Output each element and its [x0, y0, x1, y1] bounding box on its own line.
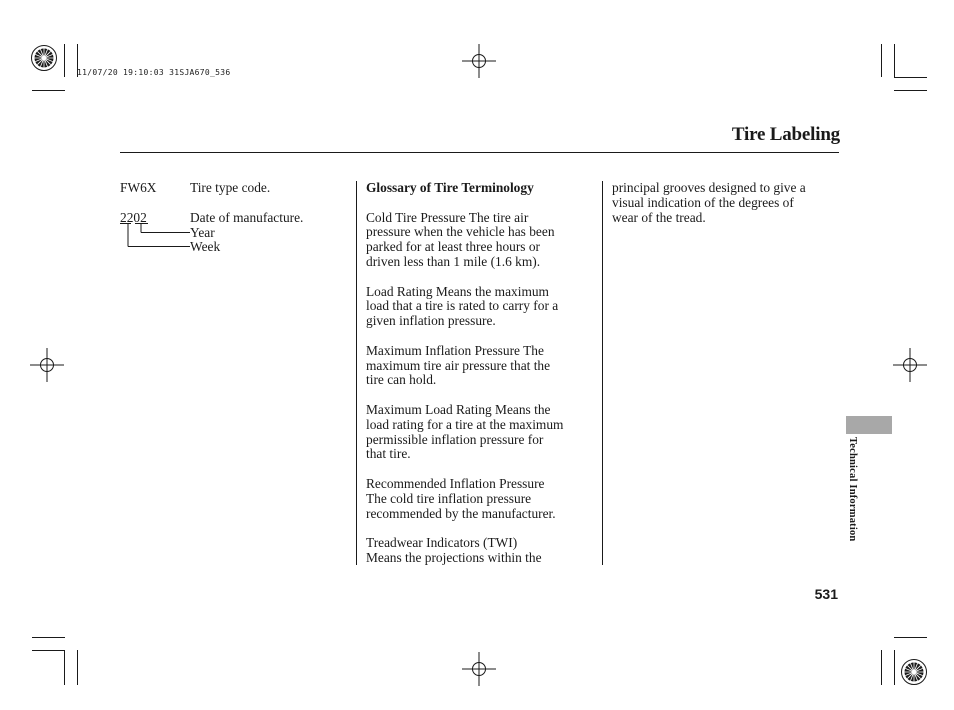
crop-mark-line	[64, 44, 65, 77]
crop-mark-line	[32, 637, 65, 638]
page-title: Tire Labeling	[731, 124, 840, 145]
section-tab-marker	[846, 416, 892, 434]
crop-mark-line	[64, 650, 65, 685]
tire-code: FW6X	[120, 180, 157, 195]
glossary-entry: Load Rating Means the maximum load that a tire is rated to carry for a given inflation pressure.	[366, 283, 559, 329]
crop-mark-line	[894, 637, 927, 638]
crop-mark-line	[894, 650, 895, 685]
year-label: Year	[190, 225, 215, 240]
glossary-entry: Recommended Inflation Pressure The cold tire inflation pressure recommended by the manufacturer.	[366, 475, 556, 521]
glossary-entry: Treadwear Indicators (TWI) Means the projections within the	[366, 535, 542, 565]
registration-crosshair-icon	[462, 44, 496, 78]
glossary-entry: Maximum Inflation Pressure The maximum tire air pressure that the tire can hold.	[366, 342, 551, 388]
crop-mark-line	[77, 650, 78, 685]
crop-mark-line	[894, 77, 927, 78]
registration-crosshair-icon	[462, 652, 496, 686]
date-code-leader-lines	[118, 222, 194, 250]
header-rule	[120, 152, 839, 153]
date-code-description: Date of manufacture.	[190, 210, 304, 225]
print-stamp: 11/07/20 19:10:03 31SJA670_536	[77, 68, 231, 77]
glossary-entry: Cold Tire Pressure The tire air pressure when the vehicle has been parked for at least three hours or driven less than 1 mile (1.6 km).	[366, 209, 555, 269]
column-divider	[602, 181, 603, 565]
registration-crosshair-icon	[30, 348, 64, 382]
glossary-entry: Maximum Load Rating Means the load rating for a tire at the maximum permissible inflation pressure for that tire.	[366, 401, 564, 462]
week-label: Week	[190, 239, 221, 254]
date-code: 2202	[120, 210, 147, 225]
tire-code-description: Tire type code.	[190, 180, 271, 195]
crop-mark-line	[32, 90, 65, 91]
crop-mark-line	[881, 44, 882, 77]
glossary	[366, 181, 598, 581]
registration-crosshair-icon	[893, 348, 927, 382]
registration-target-icon	[30, 44, 58, 72]
page-number: 531	[814, 586, 838, 602]
registration-target-icon	[900, 658, 928, 686]
glossary-heading: Glossary of Tire Terminology	[366, 180, 534, 195]
column-divider	[356, 181, 357, 565]
glossary-continuation-text: principal grooves designed to give a visual indication of the degrees of wear of the tread.	[612, 180, 806, 225]
section-tab-label: Technical Information	[847, 437, 858, 542]
crop-mark-line	[894, 90, 927, 91]
crop-mark-line	[881, 650, 882, 685]
crop-mark-line	[32, 650, 65, 651]
glossary-continuation	[612, 181, 838, 240]
crop-mark-line	[894, 44, 895, 77]
